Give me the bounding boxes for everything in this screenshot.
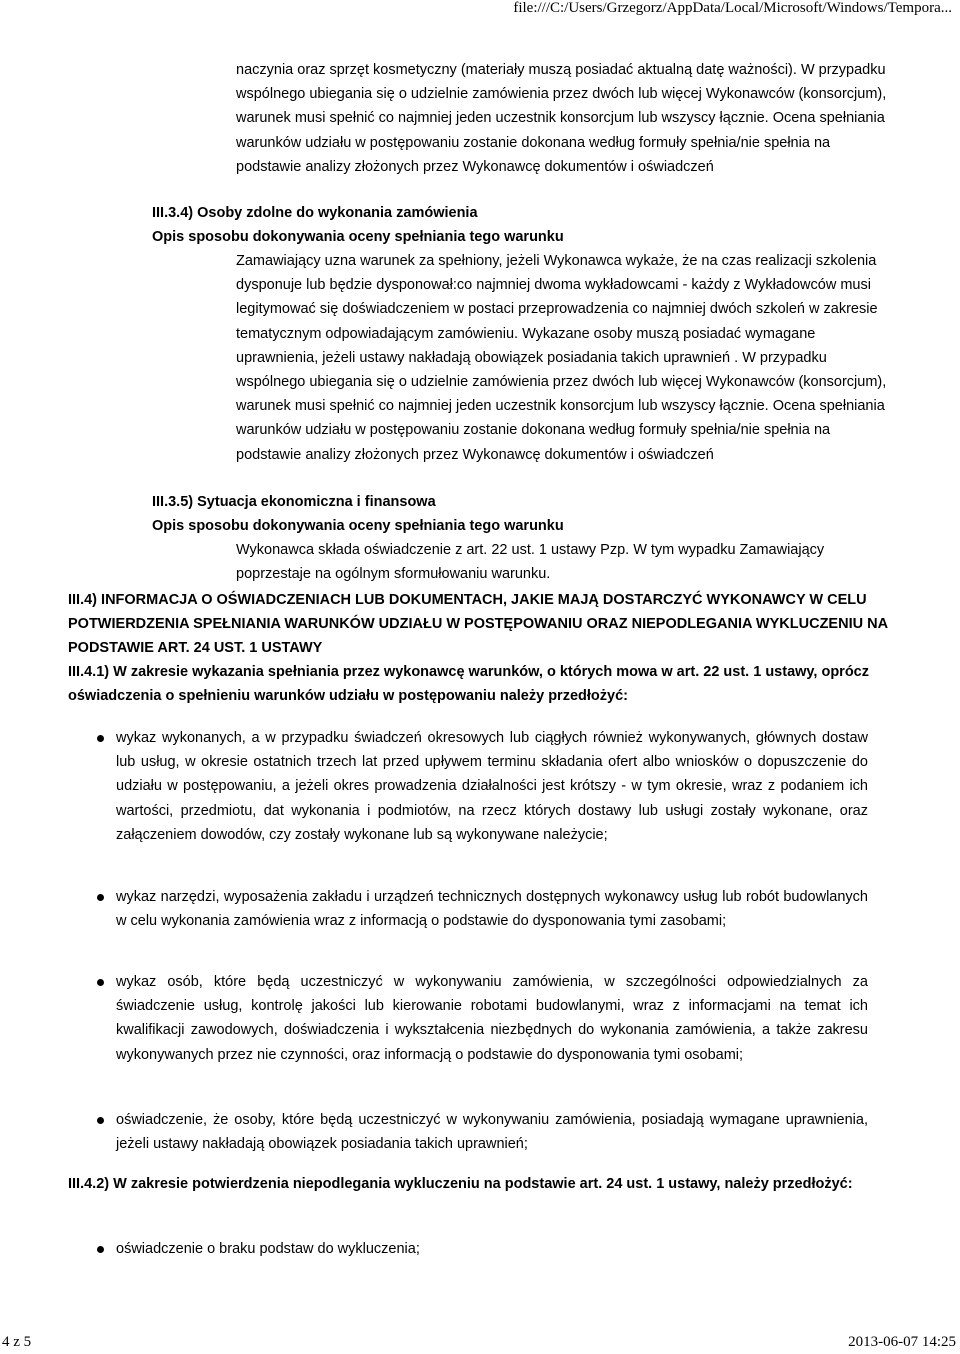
paragraph-condition-end: naczynia oraz sprzęt kosmetyczny (materiały muszą posiadać aktualną datę ważności). W przypadku wspólnego ubiegania się o udzielnie zamówienia przez dwóch lub więcej Wykonawców (konsorcjum), warunek musi spełnić co najmniej jeden uczestnik konsorcjum lub wszyscy łącznie. Ocena spełniania warunków udziału w postępowaniu zostanie dokonana według formuły spełnia/nie spełnia na podstawie analizy złożonych przez Wykonawcę dokumentów i oświadczeń xyxy=(236,62,887,175)
subheading-assessment-method: Opis sposobu dokonywania oceny spełniania tego warunku xyxy=(152,229,564,245)
paragraph-persons-condition: Zamawiający uzna warunek za spełniony, jeżeli Wykonawca wykaże, że na czas realizacji szkolenia dysponuje lub będzie dysponował:co najmniej dwoma wykładowcami - każdy z Wykładowców musi legitymować się doświadczeniem w postaci przeprowadzenia co najmniej dwóch szkoleń w zakresie tematycznym odpowiadającym zamówieniu. Wykazane osoby muszą posiadać wymagane uprawnienia, jeżeli ustawy nakładają obowiązek posiadania takich uprawnień . W przypadku wspólnego ubiegania się o udzielnie zamówienia przez dwóch lub więcej Wykonawców (konsorcjum), warunek musi spełnić co najmniej jeden uczestnik konsorcjum lub wszyscy łącznie. Ocena spełniania warunków udziału w postępowaniu zostanie dokonana według formuły spełnia/nie spełnia na podstawie analizy złożonych przez Wykonawcę dokumentów i oświadczeń xyxy=(236,253,887,463)
bullet-icon xyxy=(97,1246,104,1253)
list-item-text: oświadczenie o braku podstaw do wykluczenia; xyxy=(116,1241,420,1257)
list-item xyxy=(116,1108,868,1156)
list-item xyxy=(116,1237,868,1261)
bullet-icon xyxy=(97,1117,104,1124)
list-item xyxy=(116,726,868,847)
bullet-icon xyxy=(97,979,104,986)
section-heading-iii-4: III.4) INFORMACJA O OŚWIADCZENIACH LUB DOKUMENTACH, JAKIE MAJĄ DOSTARCZYĆ WYKONAWCY W CELU POTWIERDZENIA SPEŁNIANIA WARUNKÓW UDZIAŁU W POSTĘPOWANIU ORAZ NIEPODLEGANIA WYKLUCZENIU NA PODSTAWIE ART. 24 UST. 1 USTAWY xyxy=(68,592,888,657)
print-timestamp: 2013-06-07 14:25 xyxy=(848,1334,956,1350)
section-heading-iii-4-2: III.4.2) W zakresie potwierdzenia niepodlegania wykluczeniu na podstawie art. 24 ust. 1 ustawy, należy przedłożyć: xyxy=(68,1176,853,1192)
list-item-text: wykaz osób, które będą uczestniczyć w wykonywaniu zamówienia, w szczególności odpowiedzialnych za świadczenie usług, kontrolę jakości lub kierowanie robotami budowlanymi, wraz z informacjami na temat ich kwalifikacji zawodowych, doświadczenia i wykształcenia niezbędnych do wykonania zamówienia, a także zakresu wykonywanych przez nie czynności, oraz informacją o podstawie do dysponowania tymi osobami; xyxy=(116,974,868,1063)
list-item-text: oświadczenie, że osoby, które będą uczestniczyć w wykonywaniu zamówienia, posiadają wymagane uprawnienia, jeżeli ustawy nakładają obowiązek posiadania takich uprawnień; xyxy=(116,1112,868,1153)
section-heading-iii-3-4: III.3.4) Osoby zdolne do wykonania zamówienia xyxy=(152,205,478,221)
section-heading-iii-4-1: III.4.1) W zakresie wykazania spełniania przez wykonawcę warunków, o których mowa w art. 22 ust. 1 ustawy, oprócz oświadczenia o spełnieniu warunków udziału w postępowaniu należy przedłożyć: xyxy=(68,664,869,705)
list-item xyxy=(116,970,868,1067)
page-number: 4 z 5 xyxy=(2,1334,32,1350)
subheading-assessment-method-2: Opis sposobu dokonywania oceny spełniania tego warunku xyxy=(152,518,564,534)
list-item xyxy=(116,885,868,933)
section-heading-iii-3-5: III.3.5) Sytuacja ekonomiczna i finansowa xyxy=(152,494,436,510)
list-item-text: wykaz narzędzi, wyposażenia zakładu i urządzeń technicznych dostępnych wykonawcy usług lub robót budowlanych w celu wykonania zamówienia wraz z informacją o podstawie do dysponowania tymi zasobami; xyxy=(116,889,868,930)
bullet-icon xyxy=(97,735,104,742)
print-footer xyxy=(0,1334,960,1354)
list-item-text: wykaz wykonanych, a w przypadku świadczeń okresowych lub ciągłych również wykonywanych, głównych dostaw lub usług, w okresie ostatnich trzech lat przed upływem terminu składania ofert albo wniosków o dopuszczenie do udziału w postępowaniu, a jeżeli okres prowadzenia działalności jest krótszy - w tym okresie, wraz z podaniem ich wartości, przedmiotu, dat wykonania i podmiotów, na rzecz których dostawy lub usługi zostały wykonane, oraz załączeniem dowodów, czy zostały wykonane lub są wykonywane należycie; xyxy=(116,730,868,843)
print-header-path: file:///C:/Users/Grzegorz/AppData/Local/Microsoft/Windows/Tempora... xyxy=(513,0,952,16)
bullet-icon xyxy=(97,894,104,901)
paragraph-financial-condition: Wykonawca składa oświadczenie z art. 22 ust. 1 ustawy Pzp. W tym wypadku Zamawiający poprzestaje na ogólnym sformułowaniu warunku. xyxy=(236,542,825,583)
